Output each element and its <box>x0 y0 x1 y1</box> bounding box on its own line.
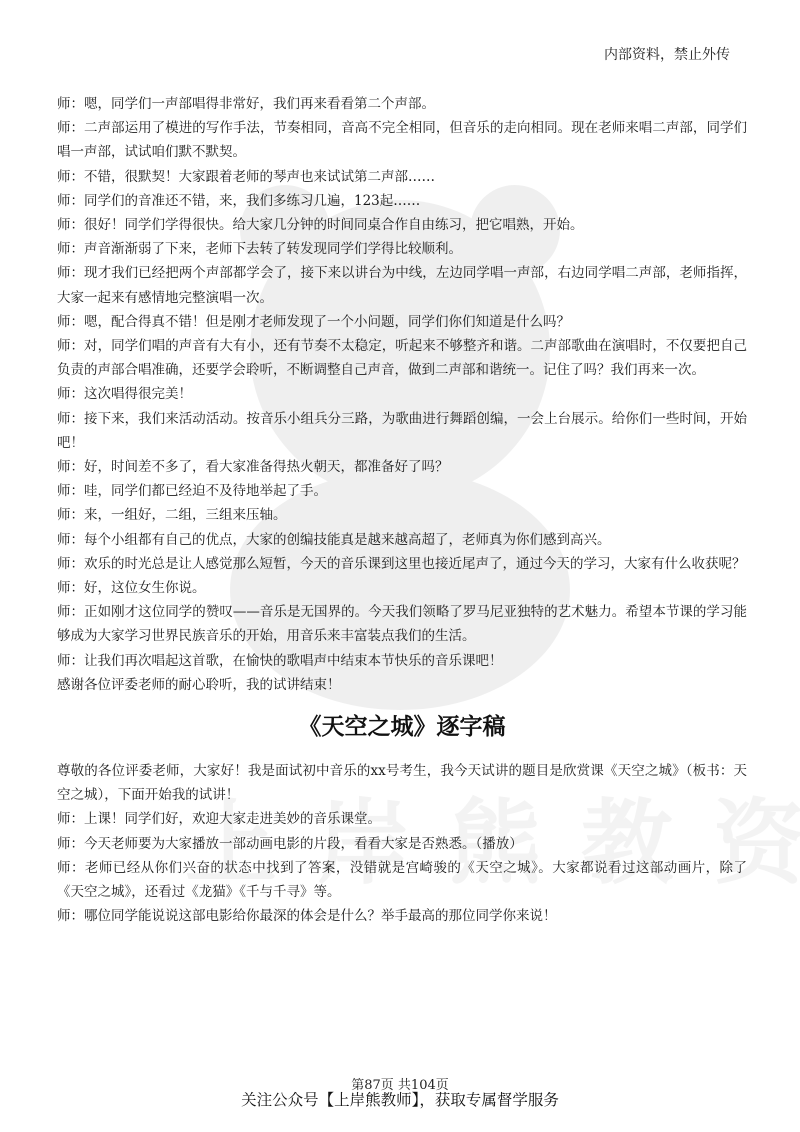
section-title: 《天空之城》逐字稿 <box>298 713 506 741</box>
transcript-line: 师：欢乐的时光总是让人感觉那么短暂，今天的音乐课到这里也接近尾声了，通过今天的学习，大家有什么收获呢？ <box>57 555 746 572</box>
page-number: 第87页 共104页 <box>351 1078 449 1093</box>
transcript-line: 师：上课！同学们好，欢迎大家走进美妙的音乐课堂。 <box>57 811 381 828</box>
transcript-line: 师：好，这位女生你说。 <box>57 580 206 597</box>
transcript-line: 师：现才我们已经把两个声部都学会了，接下来以讲台为中线，左边同学唱一声部，右边同学唱二声部，老师指挥，大家一起来有感情地完整演唱一次。 <box>57 265 747 306</box>
transcript-line: 师：哇，同学们都已经迫不及待地举起了手。 <box>57 483 327 500</box>
transcript-line: 师：哪位同学能说说这部电影给你最深的体会是什么？举手最高的那位同学你来说！ <box>57 908 557 925</box>
footer-promo: 关注公众号【上岸熊教师】，获取专属督学服务 <box>241 1091 559 1109</box>
transcript-line: 师：接下来，我们来活动活动。按音乐小组兵分三路，为歌曲进行舞蹈创编，一会上台展示。给你们一些时间，开始吧！ <box>57 410 747 451</box>
transcript-line: 师：好，时间差不多了，看大家准备得热火朝天，都准备好了吗？ <box>57 459 449 476</box>
transcript-line: 师：对，同学们唱的声音有大有小，还有节奏不太稳定，听起来不够整齐和谐。二声部歌曲在演唱时，不仅要把自己负责的声部合唱准确，还要学会聆听，不断调整自己声音，做到二声部和谐统一。记住了吗？我们再来一次。 <box>57 338 747 379</box>
transcript-line: 师：来，一组好，二组，三组来压轴。 <box>57 507 287 524</box>
transcript-line: 师：嗯，配合得真不错！但是刚才老师发现了一个小问题，同学们你们知道是什么吗？ <box>57 313 570 330</box>
transcript-line: 师：很好！同学们学得很快。给大家几分钟的时间同桌合作自由练习，把它唱熟，开始。 <box>57 217 584 234</box>
transcript-line: 尊敬的各位评委老师，大家好！我是面试初中音乐的xx号考生，我今天试讲的题目是欣赏课《天空之城》（板书：天空之城），下面开始我的试讲！ <box>57 763 747 804</box>
confidential-note: 内部资料，禁止外传 <box>604 47 730 63</box>
transcript-line: 师：声音渐渐弱了下来，老师下去转了转发现同学们学得比较顺利。 <box>57 241 462 258</box>
transcript-line: 师：今天老师要为大家播放一部动画电影的片段，看看大家是否熟悉。（播放） <box>57 835 523 852</box>
transcript-line: 师：这次唱得很完美！ <box>57 386 192 403</box>
transcript-line: 师：同学们的音准还不错，来，我们多练习几遍，123起…… <box>57 192 421 209</box>
transcript-body <box>57 92 747 929</box>
transcript-line: 师：每个小组都有自己的优点，大家的创编技能真是越来越高超了，老师真为你们感到高兴。 <box>57 531 611 548</box>
transcript-line: 师：不错，很默契！大家跟着老师的琴声也来试试第二声部…… <box>57 168 435 185</box>
transcript-line: 师：老师已经从你们兴奋的状态中找到了答案，没错就是宫崎骏的《天空之城》。大家都说看过这部动画片，除了《天空之城》，还看过《龙猫》《千与千寻》等。 <box>57 859 747 901</box>
transcript-line: 师：二声部运用了模进的写作手法，节奏相同，音高不完全相同，但音乐的走向相同。现在老师来唱二声部，同学们唱一声部，试试咱们默不默契。 <box>57 120 747 161</box>
transcript-line: 师：让我们再次唱起这首歌，在愉快的歌唱声中结束本节快乐的音乐课吧！ <box>57 652 503 669</box>
transcript-line: 感谢各位评委老师的耐心聆听，我的试讲结束！ <box>57 676 341 693</box>
transcript-part-two <box>57 759 747 928</box>
transcript-line: 师：嗯，同学们一声部唱得非常好，我们再来看看第二个声部。 <box>57 96 435 112</box>
transcript-line: 师：正如刚才这位同学的赞叹——音乐是无国界的。今天我们领略了罗马尼亚独特的艺术魅力。希望本节课的学习能够成为大家学习世界民族音乐的开始，用音乐来丰富装点我们的生活。 <box>57 604 747 645</box>
transcript-part-one <box>57 92 747 697</box>
